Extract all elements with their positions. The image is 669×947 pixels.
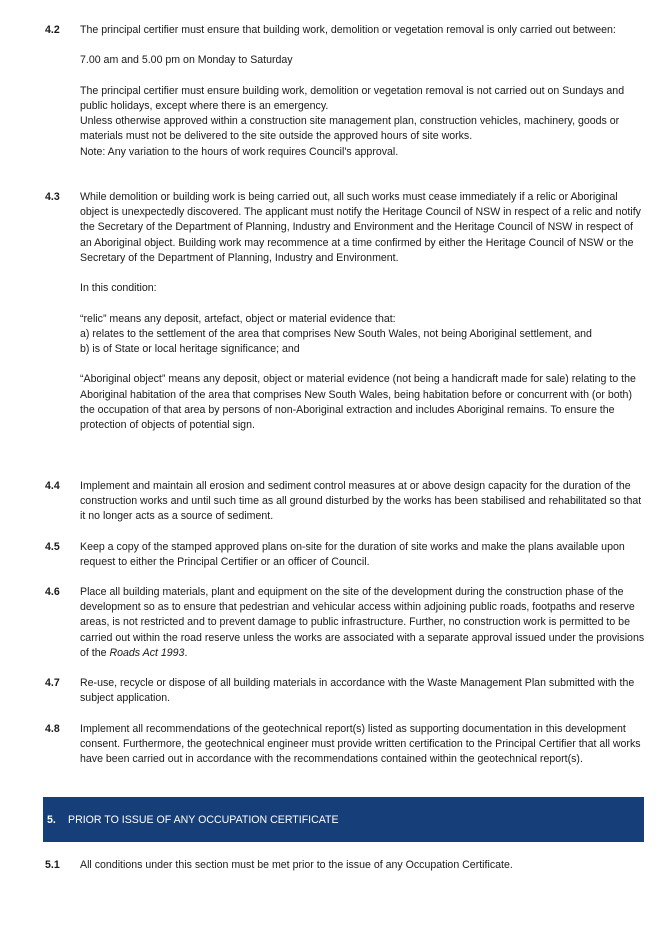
paragraph: a) relates to the settlement of the area that comprises New South Wales, not being Aboriginal settlement, and — [80, 327, 592, 340]
paragraph: “Aboriginal object” means any deposit, object or material evidence (not being a handicraft made for sale) relating to the Aboriginal habitation of the area that comprises New South Wales, being habitation before or concurrent with (or both) the occupation of that area by persons of non-Aboriginal extraction and includes Aboriginal remains. To ensure the protection of objects of potential sign. — [80, 373, 636, 431]
paragraph: Keep a copy of the stamped approved plans on-site for the duration of site works and make the plans available upon request to either the Principal Certifier or an officer of Council. — [80, 541, 625, 569]
condition-number: 4.7 — [45, 677, 60, 689]
paragraph: The principal certifier must ensure building work, demolition or vegetation removal is not carried out on Sundays and public holidays, except where there is an emergency. — [80, 84, 625, 112]
paragraph: 7.00 am and 5.00 pm on Monday to Saturday — [80, 54, 293, 67]
section-number: 5. — [47, 814, 56, 826]
condition-body — [80, 23, 645, 160]
condition-body — [80, 858, 645, 873]
paragraph-end: . — [184, 646, 188, 659]
paragraph: Re-use, recycle or dispose of all building materials in accordance with the Waste Management Plan submitted with the subject application. — [80, 677, 635, 705]
condition-number: 4.6 — [45, 586, 60, 598]
act-name: Roads Act 1993 — [109, 646, 185, 659]
condition-body — [80, 676, 645, 706]
paragraph: All conditions under this section must be met prior to the issue of any Occupation Certificate. — [80, 859, 513, 871]
condition-body — [80, 190, 645, 433]
section-5-heading — [43, 797, 644, 842]
condition-number: 4.8 — [45, 723, 60, 735]
paragraph: b) is of State or local heritage significance; and — [80, 343, 300, 355]
paragraph-text: Place all building materials, plant and equipment on the site of the development during the construction phase of the development so as to ensure that pedestrian and vehicular access within adjoining public roads, footpaths and reserve areas, is not restricted and to prevent damage to public infrastructure. Further, no construction work is permitted to be carried out within the road reserve unless the works are associated with a separate approval issued under the provisions of the — [80, 586, 645, 659]
condition-number: 4.2 — [45, 24, 60, 36]
paragraph: “relic” means any deposit, artefact, object or material evidence that: — [80, 312, 396, 325]
paragraph: Unless otherwise approved within a construction site management plan, construction vehicles, machinery, goods or materials must not be delivered to the site outside the approved hours of site works. — [80, 115, 620, 143]
paragraph — [80, 585, 645, 661]
condition-number: 4.5 — [45, 541, 60, 553]
condition-body — [80, 479, 645, 525]
paragraph: While demolition or building work is being carried out, all such works must cease immediately if a relic or Aboriginal object is unexpectedly discovered. The applicant must notify the Heritage Council of NSW in respect of a relic and notify the Secretary of the Department of Planning, Industry and Environment and the Heritage Council of NSW in respect of an Aboriginal object. Building work may recommence at a time confirmed by either the Heritage Council of NSW or the Secretary of the Department of Planning, Industry and Environment. — [80, 191, 641, 264]
condition-body — [80, 540, 645, 570]
section-title: PRIOR TO ISSUE OF ANY OCCUPATION CERTIFICATE — [68, 814, 339, 826]
paragraph: The principal certifier must ensure that building work, demolition or vegetation removal is only carried out between: — [80, 24, 616, 36]
paragraph: In this condition: — [80, 282, 157, 295]
condition-number: 5.1 — [45, 859, 60, 871]
condition-body — [80, 585, 645, 661]
paragraph: Implement all recommendations of the geotechnical report(s) listed as supporting documentation in this development consent. Furthermore, the geotechnical engineer must provide written certification to the Principal Certifier that all works have been carried out in accordance with the recommendations contained within the geotechnical report(s). — [80, 723, 641, 766]
condition-number: 4.3 — [45, 191, 60, 203]
condition-number: 4.4 — [45, 480, 60, 492]
paragraph: Implement and maintain all erosion and sediment control measures at or above design capacity for the duration of the construction works and until such time as all ground disturbed by the works has been stabilised and rehabilitated so that it no longer acts as a source of sediment. — [80, 480, 642, 523]
condition-body — [80, 722, 645, 768]
paragraph: Note: Any variation to the hours of work requires Council's approval. — [80, 145, 399, 158]
